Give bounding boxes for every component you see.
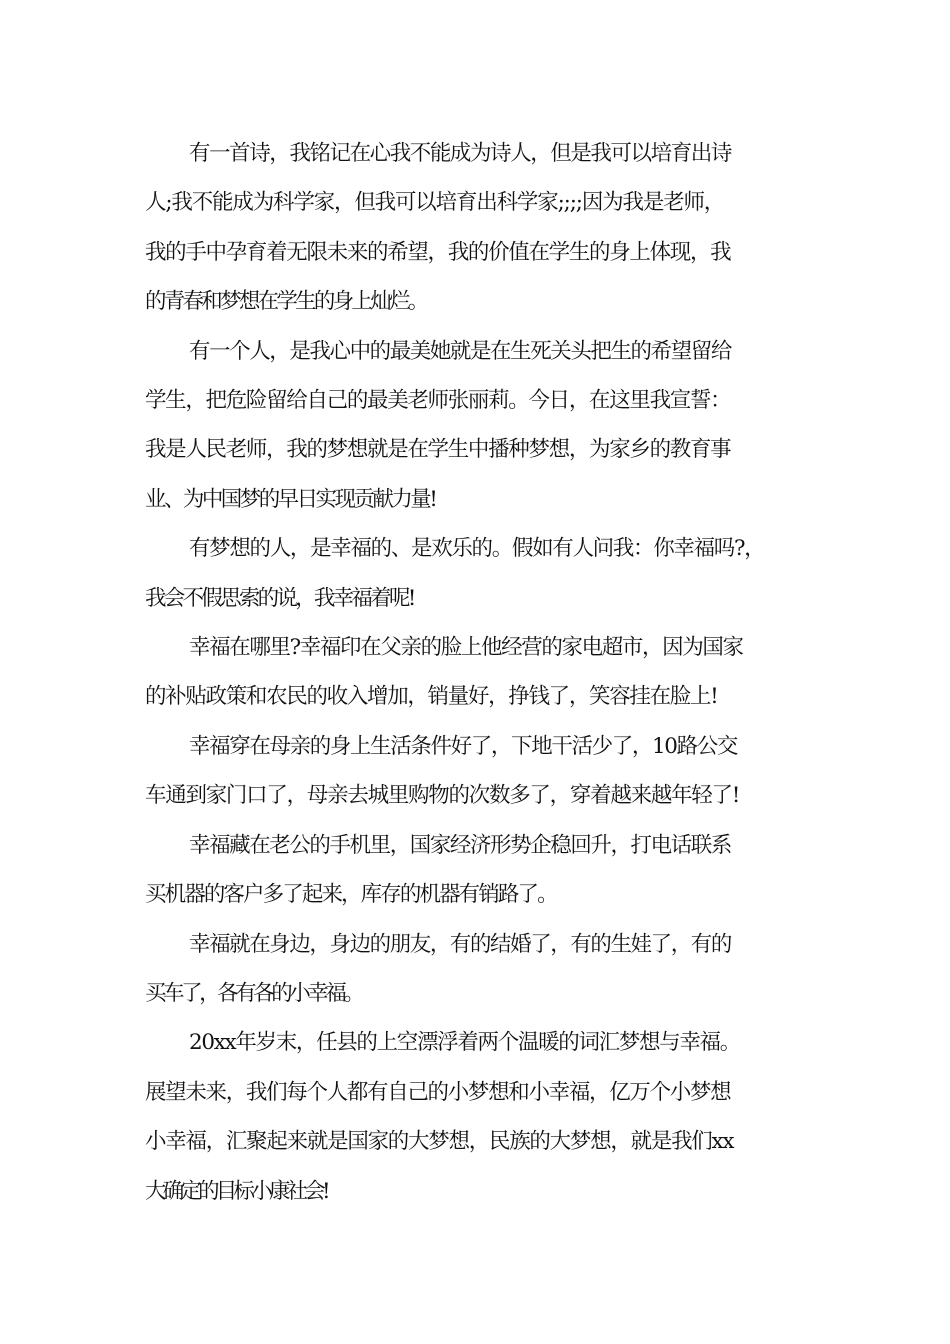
paragraph-1 [145, 129, 810, 327]
paragraph-7 [145, 920, 810, 1019]
paragraph-line: 的青春和梦想在学生的身上灿烂。 [145, 289, 427, 315]
paragraph-line: 有一个人，是我心中的最美她就是在生死关头把生的希望留给 [189, 338, 731, 364]
paragraph-line: 20xx年岁末，任县的上空漂浮着两个温暖的词汇梦想与幸福。 [189, 1030, 740, 1056]
paragraph-4 [145, 623, 810, 722]
paragraph-line: 业、为中国梦的早日实现贡献力量! [145, 486, 436, 512]
paragraph-line: 幸福穿在母亲的身上生活条件好了，下地干活少了，10路公交 [189, 733, 737, 759]
paragraph-line: 人;我不能成为科学家，但我可以培育出科学家;;;;因为我是老师， [145, 190, 725, 216]
paragraph-5 [145, 722, 810, 821]
paragraph-line: 大确定的目标小康社会! [145, 1178, 327, 1204]
paragraph-2 [145, 327, 810, 525]
paragraph-line: 我会不假思索的说，我幸福着呢! [145, 585, 414, 611]
paragraph-line: 学生，把危险留给自己的最美老师张丽莉。今日，在这里我宣誓： [145, 388, 731, 414]
paragraph-line: 幸福在哪里?幸福印在父亲的脸上他经营的家电超市，因为国家 [189, 635, 743, 661]
document-body [145, 129, 810, 1216]
paragraph-line: 幸福就在身边，身边的朋友，有的结婚了，有的生娃了，有的 [189, 931, 731, 957]
paragraph-line: 展望未来，我们每个人都有自己的小梦想和小幸福，亿万个小梦想 [145, 1079, 731, 1105]
paragraph-line: 我的手中孕育着无限未来的希望，我的价值在学生的身上体现，我 [145, 239, 731, 265]
paragraph-line: 幸福藏在老公的手机里，国家经济形势企稳回升，打电话联系 [189, 832, 731, 858]
paragraph-line: 我是人民老师，我的梦想就是在学生中播种梦想，为家乡的教育事 [145, 437, 731, 463]
paragraph-line: 车通到家门口了，母亲去城里购物的次数多了，穿着越来越年轻了! [145, 783, 740, 809]
paragraph-line: 有一首诗，我铭记在心我不能成为诗人，但是我可以培育出诗 [189, 141, 731, 166]
paragraph-line: 买机器的客户多了起来，库存的机器有销路了。 [145, 882, 557, 908]
paragraph-line: 买车了，各有各的小幸福。 [145, 980, 362, 1006]
paragraph-line: 小幸福，汇聚起来就是国家的大梦想，民族的大梦想，就是我们xx [145, 1129, 734, 1155]
paragraph-line: 有梦想的人，是幸福的、是欢乐的。假如有人问我：你幸福吗?， [189, 536, 765, 562]
paragraph-line: 的补贴政策和农民的收入增加，销量好，挣钱了，笑容挂在脸上! [145, 684, 718, 710]
paragraph-3 [145, 524, 810, 623]
paragraph-8 [145, 1018, 810, 1216]
paragraph-6 [145, 821, 810, 920]
